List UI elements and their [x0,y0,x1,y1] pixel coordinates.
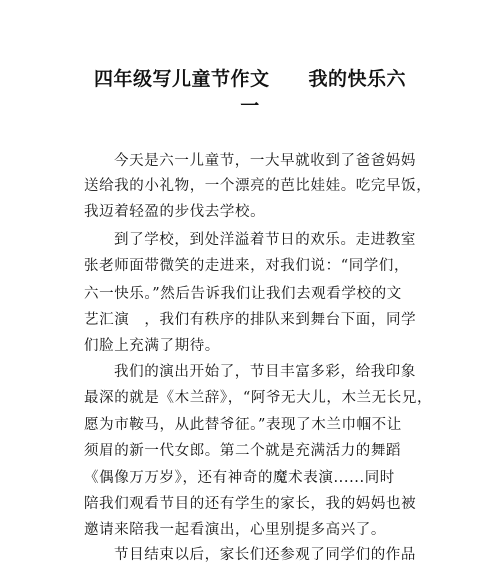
paragraph-3-line-5: 《偶像万万岁》，还有神奇的魔术表演......同时 [84,470,395,486]
paragraph-4-line-1: 节目结束以后，家长们还参观了同学们的作品 [114,547,416,563]
paragraph-1-line-2: 送给我的小礼物，一个漂亮的芭比娃娃。吃完早饭， [84,178,432,194]
paragraph-3-line-7: 邀请来陪我一起看演出，心里别提多高兴了。 [84,522,386,538]
paragraph-3-line-1: 我们的演出开始了，节目丰富多彩，给我印象 [114,364,416,380]
paragraph-2-line-4: 艺汇演 ，我们有秩序的排队来到舞台下面，同学 [84,312,417,328]
paragraph-2-line-3: 六一快乐。”然后告诉我们让我们去观看学校的文 [84,286,402,302]
document-title-line-1: 四年级写儿童节作文 我的快乐六 [93,68,406,90]
paragraph-2-line-5: 们脸上充满了期待。 [84,338,220,354]
paragraph-2-line-1: 到了学校，到处洋溢着节日的欢乐。走进教室 [114,232,416,248]
paragraph-2-line-2: 张老师面带微笑的走进来，对我们说：“同学们， [84,258,410,274]
paragraph-3-line-6: 陪我们观看节目的还有学生的家长，我的妈妈也被 [84,496,417,512]
paragraph-1-line-3: 我迈着轻盈的步伐去学校。 [84,204,266,220]
paragraph-3-line-2: 最深的就是《木兰辞》，“阿爷无大儿，木兰无长兄， [84,390,433,406]
document-title-line-2: 一 [240,95,260,117]
paragraph-3-line-3: 愿为市鞍马，从此替爷征。”表现了木兰巾帼不让 [84,417,402,433]
paragraph-1-line-1: 今天是六一儿童节，一大早就收到了爸爸妈妈 [114,153,416,169]
paragraph-3-line-4: 须眉的新一代女郎。第二个就是充满活力的舞蹈 [84,443,402,459]
